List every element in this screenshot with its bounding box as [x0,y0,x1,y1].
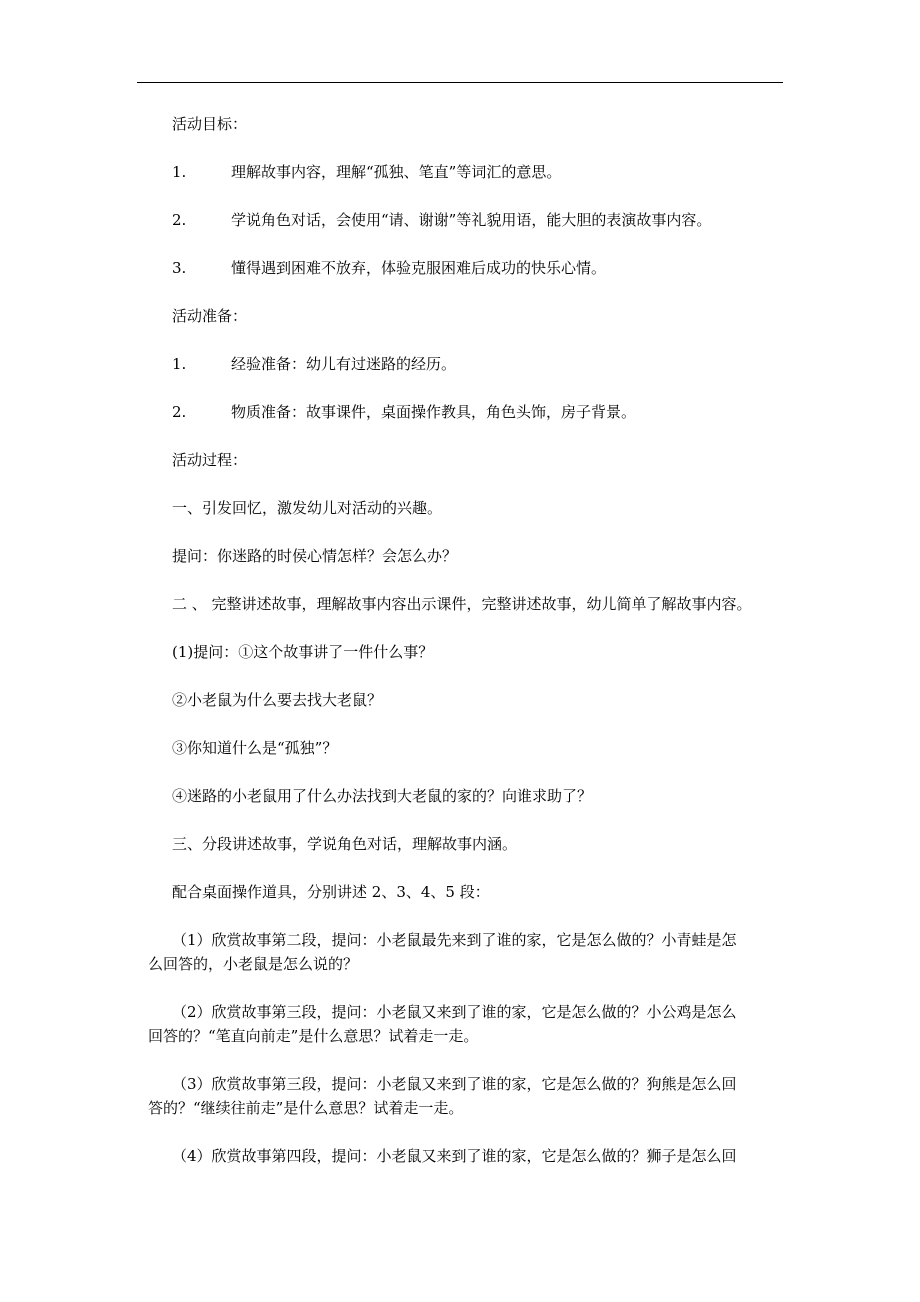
prep-number: 2. [172,403,187,421]
step-two: 二 、 完整讲述故事，理解故事内容出示课件，完整讲述故事，幼儿简单了解故事内容。 [172,595,752,613]
step-one: 一、引发回忆，激发幼儿对活动的兴趣。 [172,499,443,517]
process-heading: 活动过程： [172,451,248,469]
step-three-item-line: 么回答的，小老鼠是怎么说的？ [148,955,359,973]
step-three-item [148,1000,737,1048]
prep-text: 物质准备：故事课件，桌面操作教具，角色头饰，房子背景。 [231,403,637,421]
goal-text: 理解故事内容，理解“孤独、笔直”等词汇的意思。 [231,163,562,181]
goal-text: 懂得遇到困难不放弃，体验克服困难后成功的快乐心情。 [231,259,607,277]
goal-item [172,160,561,184]
step-three-intro: 配合桌面操作道具，分别讲述 2、3、4、5 段： [172,883,490,901]
step-three-item [172,1144,737,1168]
step-three-item-line: （1）欣赏故事第二段，提问：小老鼠最先来到了谁的家，它是怎么做的？小青蛙是怎 [172,931,737,949]
goal-number: 3. [172,259,187,277]
step-three-item-line: （4）欣赏故事第四段，提问：小老鼠又来到了谁的家，它是怎么做的？狮子是怎么回 [172,1147,737,1165]
goal-item [172,208,711,232]
step-three-item [148,928,737,976]
step-two-question: ④迷路的小老鼠用了什么办法找到大老鼠的家的？向谁求助了？ [172,787,593,805]
step-three-item-line: （3）欣赏故事第三段，提问：小老鼠又来到了谁的家，它是怎么做的？狗熊是怎么回 [172,1075,737,1093]
goal-number: 1. [172,163,187,181]
step-three-item-line: 回答的？“笔直向前走”是什么意思？试着走一走。 [148,1027,479,1045]
prep-item [172,352,456,376]
goal-item [172,256,606,280]
prep-text: 经验准备：幼儿有过迷路的经历。 [231,355,457,373]
goals-heading: 活动目标： [172,115,248,133]
step-two-question: ③你知道什么是“孤独”？ [172,739,338,757]
step-one-question: 提问：你迷路的时侯心情怎样？会怎么办？ [172,547,458,565]
goal-number: 2. [172,211,187,229]
step-three-item [148,1072,737,1120]
step-three-item-line: （2）欣赏故事第三段，提问：小老鼠又来到了谁的家，它是怎么做的？小公鸡是怎么 [172,1003,737,1021]
prep-number: 1. [172,355,187,373]
prep-item [172,400,636,424]
step-three-item-line: 答的？“继续往前走”是什么意思？试着走一走。 [148,1099,464,1117]
step-two-question: (1)提问：①这个故事讲了一件什么事？ [172,643,434,661]
goal-text: 学说角色对话，会使用“请、谢谢”等礼貌用语，能大胆的表演故事内容。 [231,211,712,229]
prep-heading: 活动准备： [172,307,248,325]
header-rule [137,82,783,83]
step-two-question: ②小老鼠为什么要去找大老鼠？ [172,691,383,709]
step-three: 三、分段讲述故事，学说角色对话，理解故事内涵。 [172,835,518,853]
